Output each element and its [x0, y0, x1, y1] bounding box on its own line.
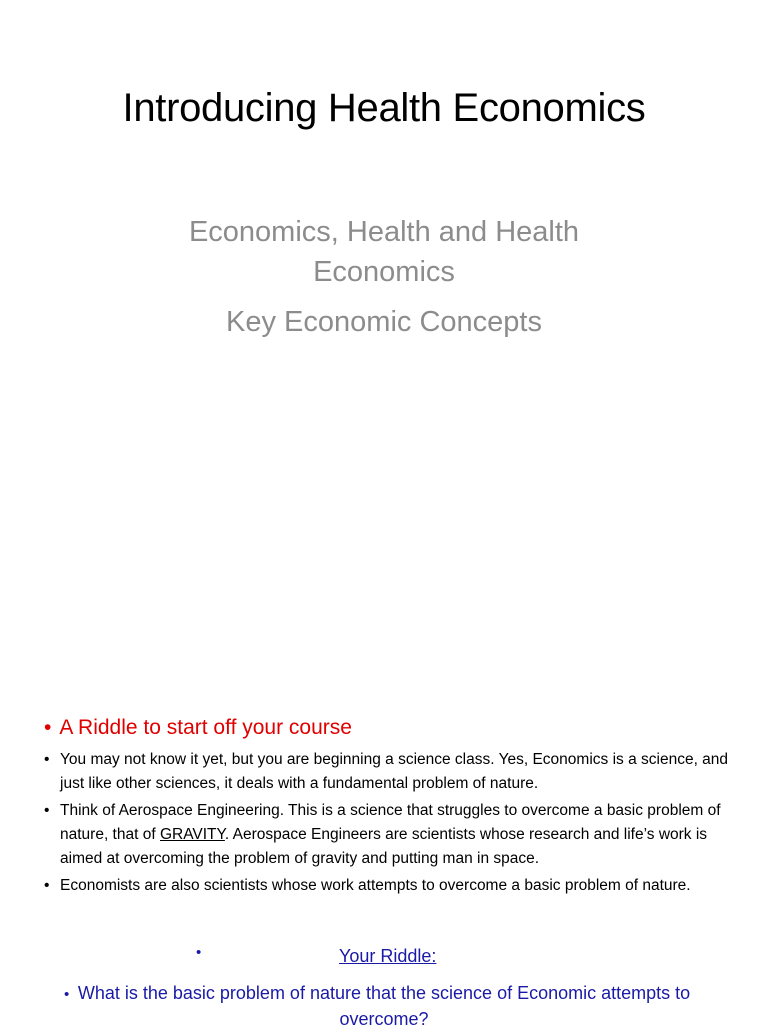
- list-item: [44, 748, 734, 796]
- subtitle-line: Economics: [313, 256, 455, 288]
- slide-title: Introducing Health Economics: [122, 86, 646, 130]
- bullet-glyph: •: [44, 802, 50, 819]
- bullet-list: [44, 748, 734, 901]
- bullet-glyph: •: [196, 944, 202, 961]
- slide-subtitle: [100, 212, 668, 342]
- list-item: [44, 799, 734, 871]
- riddle-question-text: What is the basic problem of nature that the science of Economic attempts to overcome?: [77, 983, 691, 1029]
- list-item-text: You may not know it yet, but you are beginning a science class. Yes, Economics is a science, and just like other sciences, it deals with a fundamental problem of nature.: [60, 751, 729, 792]
- bullet-glyph: •: [64, 986, 70, 1003]
- bullet-glyph: •: [44, 877, 50, 894]
- gravity-underlined: GRAVITY: [159, 826, 225, 843]
- subtitle-line: Economics, Health and Health: [188, 216, 580, 248]
- list-item-text: . Aerospace Engineers are scientists whose research and life’s work is aimed at overcoming the problem of gravity and putting man in space.: [60, 826, 708, 867]
- subtitle-line: Key Economic Concepts: [226, 306, 542, 338]
- list-item: [44, 874, 734, 898]
- your-riddle-label: Your Riddle:: [339, 946, 437, 966]
- riddle-slide: [0, 700, 768, 1029]
- list-item-text: Economists are also scientists whose work attempts to overcome a basic problem of nature.: [60, 877, 691, 894]
- bullet-glyph: •: [44, 751, 50, 768]
- riddle-heading-text: A Riddle to start off your course: [59, 716, 352, 739]
- list-item-text: Think of Aerospace Engineering. This is a science that struggles to overcome a basic problem of nature, that of: [60, 802, 721, 843]
- riddle-heading: [44, 716, 352, 740]
- riddle-question: [60, 980, 708, 1032]
- bullet-glyph: •: [44, 716, 52, 739]
